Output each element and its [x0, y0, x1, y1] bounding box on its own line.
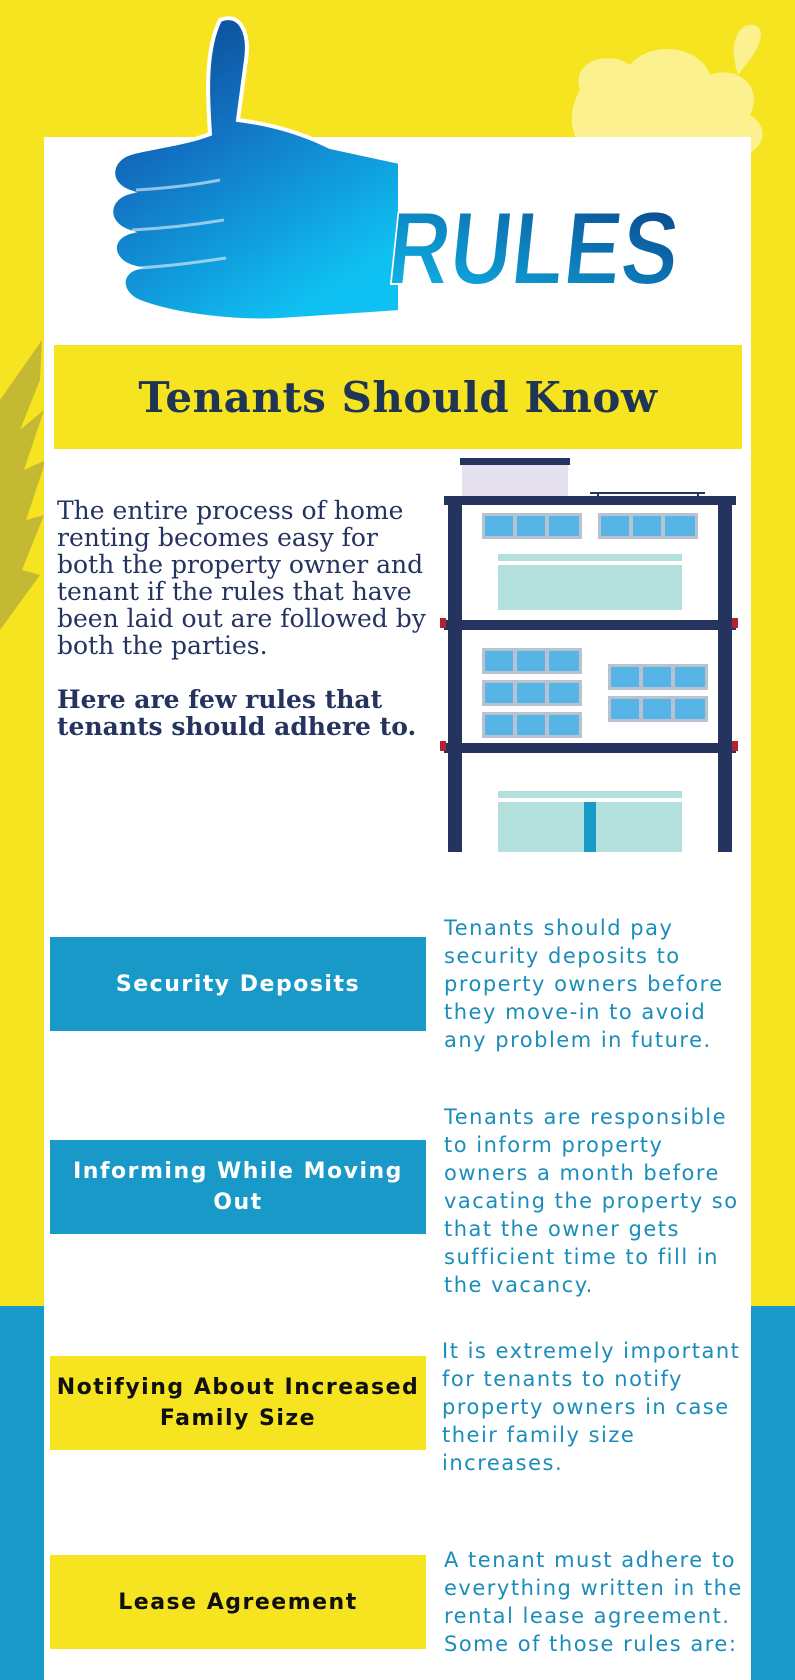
- rule-label-security-deposits: Security Deposits: [50, 937, 426, 1031]
- leaf-decoration: [0, 340, 50, 630]
- rules-logo: [382, 190, 748, 307]
- title-banner: [54, 345, 742, 449]
- page-title: Tenants Should Know: [138, 372, 658, 422]
- building-icon: [440, 458, 740, 858]
- intro-emphasis: Here are few rules that tenants should adhere to.: [57, 685, 417, 741]
- intro-paragraph: The entire process of home renting becomes easy for both the property owner and tenant if the rules that have been laid out are followed by both the parties.: [57, 496, 426, 660]
- rules-logo-text: RULES: [382, 191, 748, 307]
- rule-label-lease-agreement: Lease Agreement: [50, 1555, 426, 1649]
- rule-label-informing-while-moving-out: Informing While Moving Out: [50, 1140, 426, 1234]
- rule-desc-lease-agreement: A tenant must adhere to everything written in the rental lease agreement. Some of those rules are:: [444, 1548, 743, 1656]
- rule-desc-notifying-family-size: It is extremely important for tenants to notify property owners in case their family size increases.: [442, 1339, 741, 1475]
- rule-desc-informing-while-moving-out: Tenants are responsible to inform property owners a month before vacating the property so that the owner gets sufficient time to fill in the vacancy.: [444, 1105, 739, 1297]
- intro-text: [57, 497, 437, 740]
- thumbs-up-icon: [100, 12, 420, 332]
- rule-desc-security-deposits: Tenants should pay security deposits to property owners before they move-in to avoid any problem in future.: [444, 916, 724, 1052]
- rule-label-notifying-family-size: Notifying About Increased Family Size: [50, 1356, 426, 1450]
